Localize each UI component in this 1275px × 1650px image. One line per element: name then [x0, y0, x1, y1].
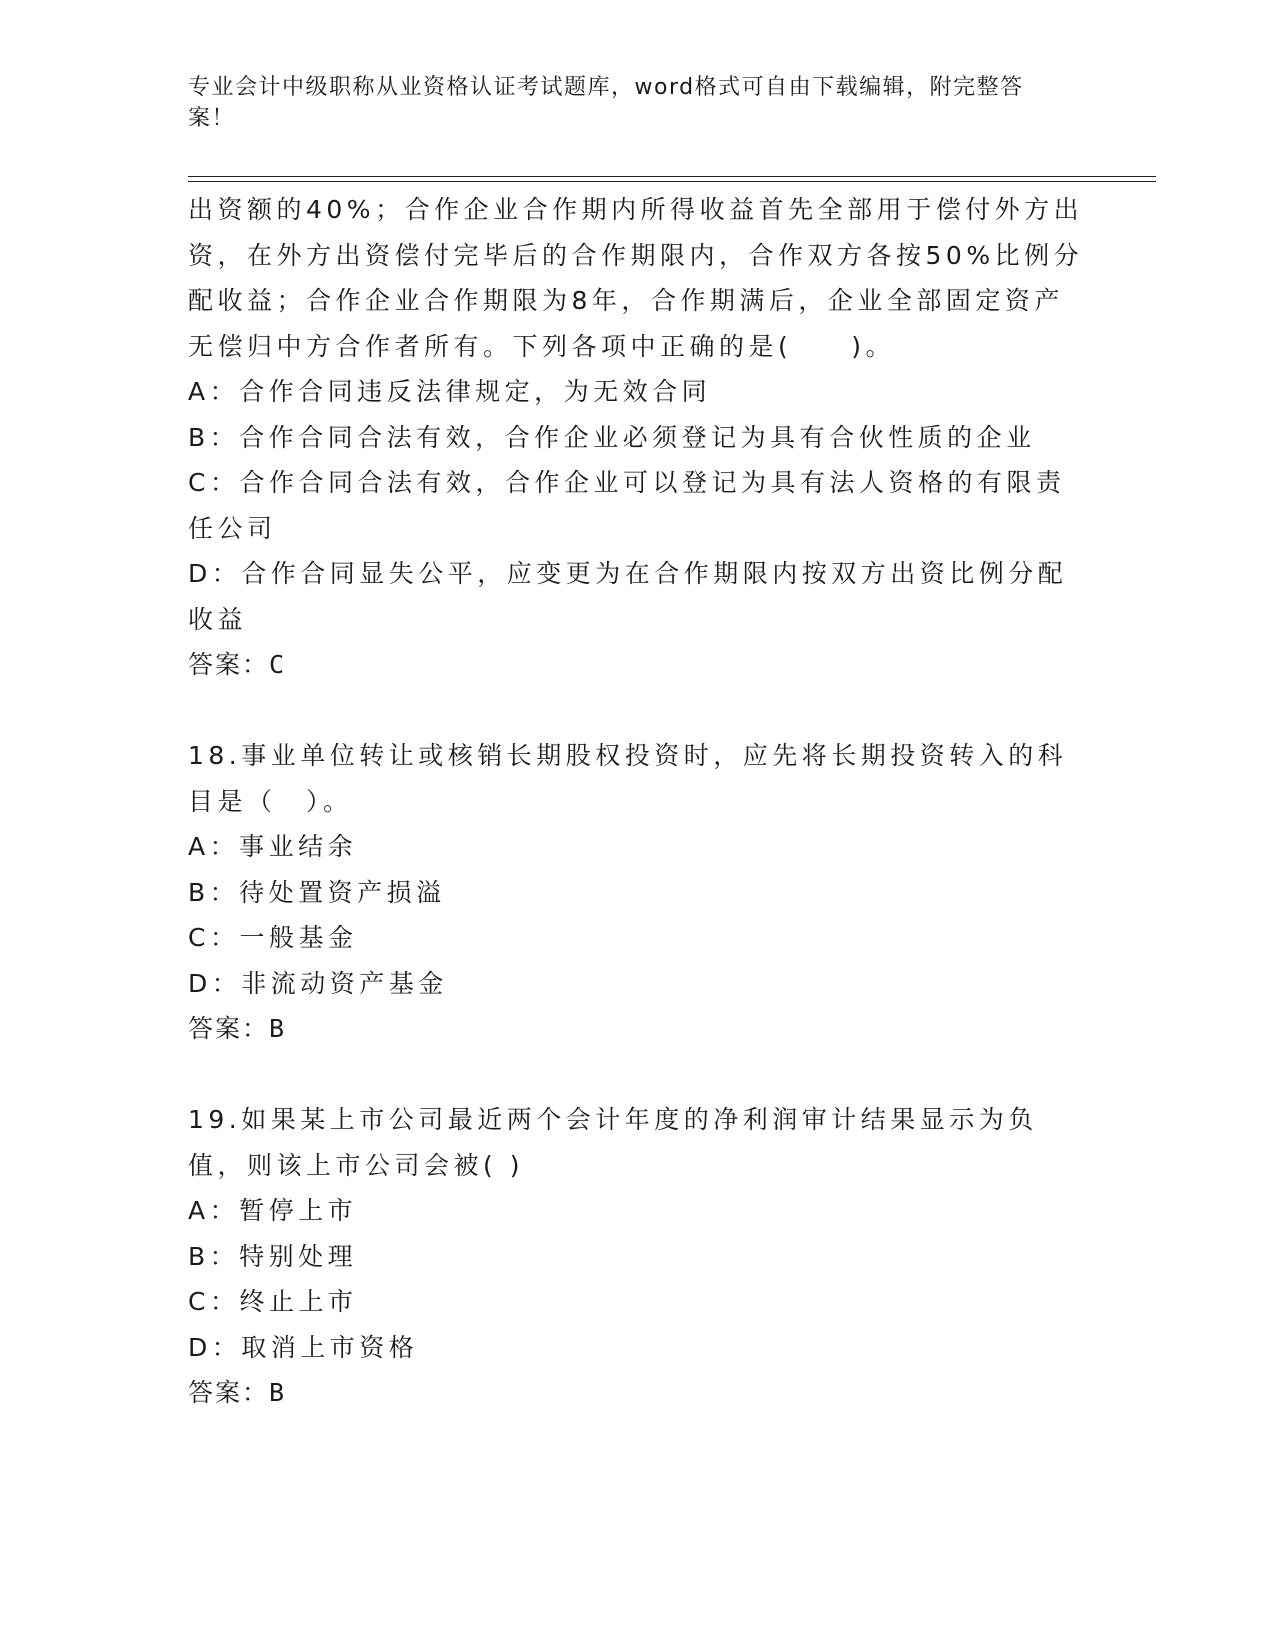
option-d: D：取消上市资格 — [188, 1332, 419, 1362]
option-b: B：特别处理 — [188, 1241, 358, 1271]
question-spacer — [188, 688, 1088, 734]
document-body — [188, 187, 1088, 1416]
question-19 — [188, 1097, 1088, 1416]
question-stem: 18.事业单位转让或核销长期股权投资时，应先将长期投资转入的科目是（ ）。 — [188, 741, 1068, 816]
option-a: A：事业结余 — [188, 832, 358, 861]
question-stem: 19.如果某上市公司最近两个会计年度的净利润审计结果显示为负值，则该上市公司会被( ) — [188, 1105, 1038, 1180]
question-stem: 出资额的40%；合作企业合作期内所得收益首先全部用于偿付外方出资，在外方出资偿付完毕后的合作期限内，合作双方各按50%比例分配收益；合作企业合作期限为8年，合作期满后，企业全部固定资产无偿归中方合作者所有。下列各项中正确的是( )。 — [188, 195, 1084, 361]
header-divider-bottom — [188, 181, 1156, 182]
option-c: C：合作合同合法有效，合作企业可以登记为具有法人资格的有限责任公司 — [188, 468, 1066, 543]
answer-line: 答案：C — [188, 650, 287, 679]
header-divider-top — [188, 176, 1156, 177]
question-spacer — [188, 1052, 1088, 1098]
option-b: B：合作合同合法有效，合作企业必须登记为具有合伙性质的企业 — [188, 422, 1036, 452]
answer-line: 答案：B — [188, 1378, 287, 1407]
answer-line: 答案：B — [188, 1014, 287, 1043]
question-17 — [188, 187, 1088, 688]
option-a: A：合作合同违反法律规定，为无效合同 — [188, 377, 712, 406]
option-d: D：合作合同显失公平，应变更为在合作期限内按双方出资比例分配收益 — [188, 559, 1068, 634]
option-c: C：终止上市 — [188, 1287, 358, 1316]
option-a: A：暂停上市 — [188, 1196, 358, 1225]
option-c: C：一般基金 — [188, 923, 358, 952]
option-d: D：非流动资产基金 — [188, 968, 448, 998]
header-text: 专业会计中级职称从业资格认证考试题库，word格式可自由下载编辑，附完整答案！ — [188, 75, 1024, 131]
question-18 — [188, 733, 1088, 1052]
option-b: B：待处置资产损溢 — [188, 877, 446, 907]
page-header — [188, 72, 1068, 134]
